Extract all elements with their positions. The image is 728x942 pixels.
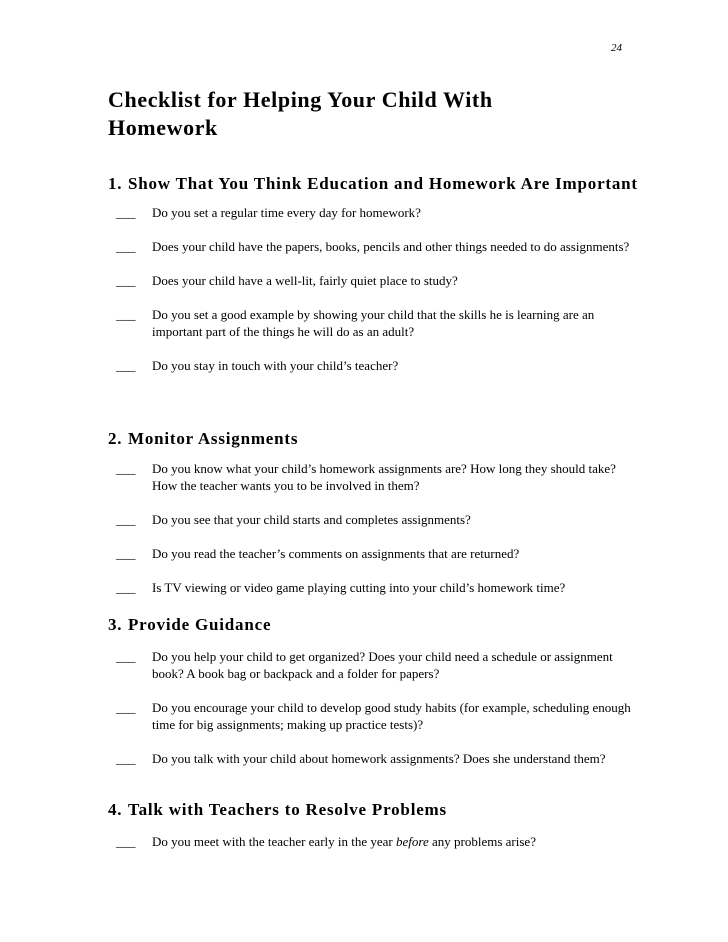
checklist-item	[116, 833, 638, 850]
section-heading	[108, 613, 638, 636]
checkbox-blank[interactable]: ___	[116, 273, 136, 288]
checkbox-blank[interactable]: ___	[116, 751, 136, 766]
checklist-item-text: Do you encourage your child to develop good study habits (for example, scheduling enough time for big assignments; making up practice tests)?	[152, 700, 631, 732]
section-1	[108, 172, 638, 374]
checklist-item	[116, 699, 638, 733]
checklist-item-text: Do you see that your child starts and completes assignments?	[152, 512, 471, 527]
item-text-after: any problems arise?	[428, 834, 536, 849]
section-title: Provide Guidance	[128, 615, 272, 634]
checklist-item-text: Do you know what your child’s homework assignments are? How long they should take? How the teacher wants you to be involved in them?	[152, 461, 616, 493]
checklist-item-text: Do you help your child to get organized? Does your child need a schedule or assignment book? A book bag or backpack and a folder for papers?	[152, 649, 613, 681]
checklist-item-text: Do you read the teacher’s comments on assignments that are returned?	[152, 546, 520, 561]
checklist-item-text	[152, 833, 638, 850]
page-number: 24	[611, 42, 622, 54]
checklist-item	[116, 750, 638, 767]
checklist-item	[116, 460, 638, 494]
emphasis-text: before	[396, 834, 429, 849]
page-title: Checklist for Helping Your Child With Homework	[108, 87, 493, 140]
checkbox-blank[interactable]: ___	[116, 512, 136, 527]
section-number: 2.	[108, 429, 123, 448]
checklist-item-text: Does your child have the papers, books, pencils and other things needed to do assignments?	[152, 239, 630, 254]
section-3	[108, 613, 638, 767]
checklist-item-text: Does your child have a well-lit, fairly quiet place to study?	[152, 273, 458, 288]
checklist-item	[116, 648, 638, 682]
section-number: 3.	[108, 615, 123, 634]
section-title: Monitor Assignments	[128, 429, 299, 448]
checklist-item-text: Is TV viewing or video game playing cutting into your child’s homework time?	[152, 580, 566, 595]
checkbox-blank[interactable]: ___	[116, 700, 136, 715]
checklist-item	[116, 545, 638, 562]
checkbox-blank[interactable]: ___	[116, 239, 136, 254]
section-heading	[108, 427, 638, 450]
checkbox-blank[interactable]: ___	[116, 461, 136, 476]
section-2	[108, 427, 638, 596]
section-number: 4.	[108, 800, 123, 819]
checklist-item-text: Do you stay in touch with your child’s teacher?	[152, 358, 399, 373]
checklist-item	[116, 511, 638, 528]
section-title: Talk with Teachers to Resolve Problems	[128, 800, 447, 819]
checklist-item	[116, 204, 638, 221]
checklist-item	[116, 272, 638, 289]
section-4	[108, 798, 638, 850]
checkbox-blank[interactable]: ___	[116, 580, 136, 595]
checklist-item-text: Do you set a good example by showing your child that the skills he is learning are an important part of the things he will do as an adult?	[152, 307, 595, 339]
section-title: Show That You Think Education and Homework Are Important	[128, 174, 638, 193]
section-heading	[108, 798, 638, 821]
checkbox-blank[interactable]: ___	[116, 546, 136, 561]
item-text-before: Do you meet with the teacher early in the year	[152, 834, 397, 849]
section-number: 1.	[108, 174, 123, 193]
checkbox-blank[interactable]: ___	[116, 834, 136, 849]
checklist-item	[116, 579, 638, 596]
section-heading	[108, 172, 638, 195]
checklist-item-text: Do you set a regular time every day for homework?	[152, 205, 421, 220]
checklist-item	[116, 357, 638, 374]
checkbox-blank[interactable]: ___	[116, 205, 136, 220]
checklist-item-text: Do you talk with your child about homework assignments? Does she understand them?	[152, 751, 606, 766]
checkbox-blank[interactable]: ___	[116, 649, 136, 664]
checkbox-blank[interactable]: ___	[116, 358, 136, 373]
checklist-item	[116, 238, 638, 255]
checklist-item	[116, 306, 638, 340]
checkbox-blank[interactable]: ___	[116, 307, 136, 322]
